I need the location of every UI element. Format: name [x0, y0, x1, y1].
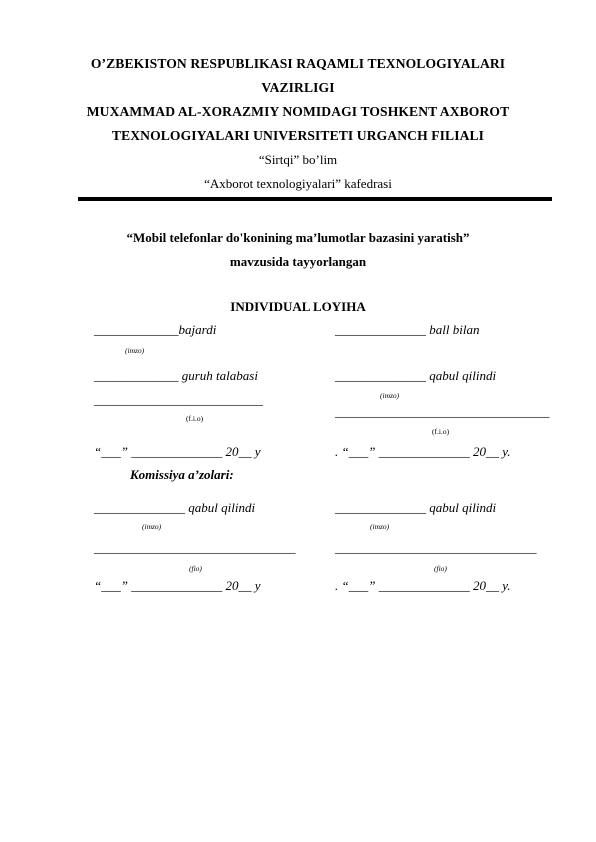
chair-name: “Axborot texnologiyalari” kafedrasi: [204, 176, 392, 191]
left-qabul-qilindi: ______________ qabul qilindi: [94, 500, 256, 515]
university-line-1: MUXAMMAD AL-XORAZMIY NOMIDAGI TOSHKENT AXBOROT: [86, 104, 510, 119]
right-imzo-caption-1: (imzo): [380, 391, 400, 400]
left-fio-line-1: __________________________: [94, 392, 263, 407]
left-date-2: “___” ______________ 20__ y: [94, 578, 261, 593]
right-qabul-qilindi-1: ______________ qabul qilindi: [335, 368, 497, 383]
right-qabul-qilindi-2: ______________ qabul qilindi: [335, 500, 497, 515]
left-guruh-talabasi: _____________ guruh talabasi: [94, 368, 258, 383]
department-name: “Sirtqi” bo’lim: [258, 152, 338, 167]
document-type: INDIVIDUAL LOYIHA: [230, 299, 366, 314]
commission-heading: Komissiya a’zolari:: [130, 467, 234, 482]
left-fio-caption-2: (fio): [189, 564, 202, 573]
ministry-line-2: VAZIRLIGI: [261, 80, 335, 95]
right-fio-line-2: _______________________________: [335, 540, 537, 555]
left-fio-line-2: _______________________________: [94, 540, 296, 555]
topic-subtitle: mavzusida tayyorlangan: [229, 254, 367, 269]
right-imzo-caption-2: (imzo): [370, 522, 390, 531]
topic-title: “Mobil telefonlar do'konining ma’lumotlar bazasini yaratish”: [126, 230, 470, 245]
ministry-line-1: O’ZBEKISTON RESPUBLIKASI RAQAMLI TEXNOLOGIYALARI: [90, 56, 506, 71]
right-fio-line-1: _________________________________: [335, 404, 550, 419]
right-fio-caption-2: (fio): [434, 564, 447, 573]
right-date-2: . “___” ______________ 20__ y.: [335, 578, 511, 593]
left-date-1: “___” ______________ 20__ y: [94, 444, 261, 459]
right-date-1: . “___” ______________ 20__ y.: [335, 444, 511, 459]
university-line-2: TEXNOLOGIYALARI UNIVERSITETI URGANCH FILIALI: [111, 128, 485, 143]
right-fio-caption-1: (f.i.o): [432, 427, 450, 436]
header-divider: [78, 197, 552, 201]
left-imzo-caption-2: (imzo): [142, 522, 162, 531]
left-bajardi: _____________bajardi: [94, 322, 217, 337]
right-ball-bilan: ______________ ball bilan: [335, 322, 480, 337]
left-imzo-caption-1: (imzo): [125, 346, 145, 355]
left-fio-caption-1: (f.i.o): [186, 414, 204, 423]
